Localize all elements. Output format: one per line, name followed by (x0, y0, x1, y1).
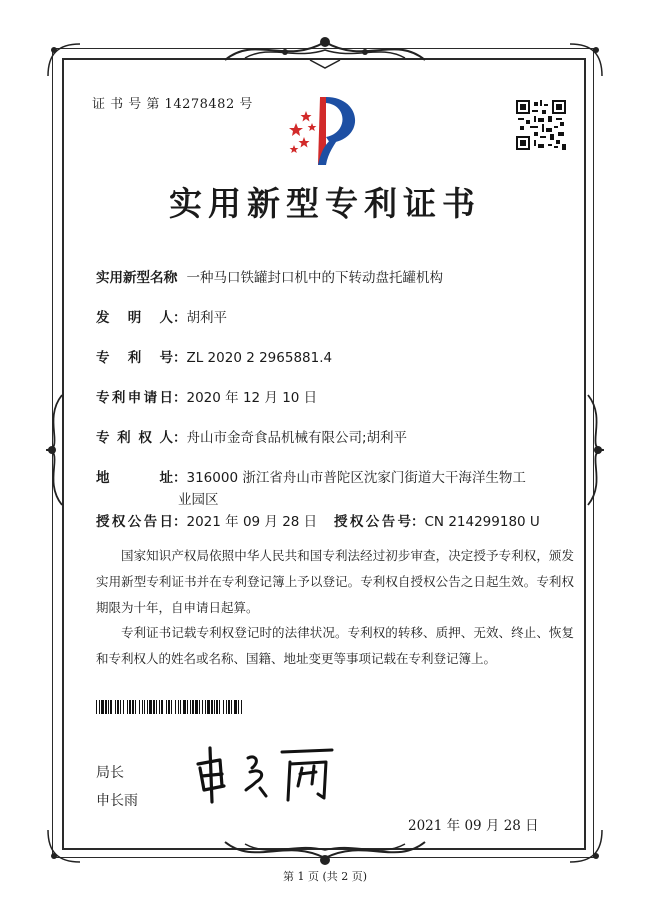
corner-ornament-bottom-right (566, 826, 606, 866)
field-value: ZL 2020 2 2965881.4 (186, 350, 333, 366)
certificate-border-inner (62, 58, 586, 850)
field-label: 发 明 人 (96, 310, 173, 326)
field-grant-date: 授权公告日：2021 年 09 月 28 日 (96, 510, 317, 530)
body-paragraph-2: 专利证书记载专利权登记时的法律状况。专利权的转移、质押、无效、终止、恢复和专利权人的姓名或名称、国籍、地址变更等事项记载在专利登记簿上。 (96, 625, 574, 666)
field-filing-date: 专利申请日：2020 年 12 月 10 日 (96, 386, 317, 406)
field-patent-number: 专 利 号：ZL 2020 2 2965881.4 (96, 346, 332, 366)
page-number: 第 1 页 (共 2 页) (282, 870, 368, 883)
field-address: 地 址：316000 浙江省舟山市普陀区沈家门街道大干海洋生物工 (96, 466, 526, 486)
signatory-name: 申长雨 (96, 793, 138, 809)
field-value: 2020 年 12 月 10 日 (186, 390, 318, 406)
body-paragraph-1: 国家知识产权局依照中华人民共和国专利法经过初步审查，决定授予专利权，颁发实用新型专利证书并在专利登记簿上予以登记。专利权自授权公告之日起生效。专利权期限为十年，自申请日起算。 (96, 548, 574, 615)
corner-ornament-bottom-left (44, 826, 84, 866)
field-label: 地 址 (96, 470, 173, 486)
field-label: 专 利 权 人 (96, 430, 173, 446)
field-label: 专 利 号 (96, 350, 173, 366)
bottom-ornament (215, 836, 435, 872)
field-patent-holder: 专 利 权 人：舟山市金奇食品机械有限公司;胡利平 (96, 426, 407, 446)
field-label: 专利申请日 (96, 390, 173, 406)
field-label: 授权公告号 (334, 514, 411, 530)
certificate-number (92, 93, 253, 112)
signatory-title: 局长 (96, 765, 124, 781)
field-value: 胡利平 (186, 310, 227, 326)
field-inventor: 发 明 人：胡利平 (96, 306, 227, 326)
field-label: 实用新型名称 (96, 270, 177, 286)
right-ornament (582, 390, 610, 510)
corner-ornament-top-left (44, 40, 84, 80)
handwritten-signature (190, 742, 340, 806)
field-utility-model-name: 实用新型名称：一种马口铁罐封口机中的下转动盘托罐机构 (96, 266, 443, 286)
field-value: CN 214299180 U (424, 514, 540, 530)
field-address-line2: 业园区 (178, 492, 219, 508)
barcode-icon (96, 700, 244, 714)
field-value: 一种马口铁罐封口机中的下转动盘托罐机构 (186, 270, 443, 286)
certificate-number-label: 证 书 号 第 (92, 97, 160, 112)
certificate-number-suffix: 号 (239, 97, 253, 112)
field-label: 授权公告日 (96, 514, 173, 530)
left-ornament (40, 390, 68, 510)
field-value: 舟山市金奇食品机械有限公司;胡利平 (186, 430, 408, 446)
qr-code-icon (516, 100, 566, 150)
certificate-number-value: 14278482 (164, 97, 235, 112)
field-value: 2021 年 09 月 28 日 (186, 514, 318, 530)
top-ornament (215, 30, 435, 70)
certificate-title: 实用新型专利证书 (169, 184, 481, 223)
field-value: 316000 浙江省舟山市普陀区沈家门街道大干海洋生物工 (186, 470, 526, 486)
patent-office-emblem-icon (282, 93, 368, 175)
issue-date: 2021 年 09 月 28 日 (408, 818, 539, 834)
corner-ornament-top-right (566, 40, 606, 80)
field-grant-number: 授权公告号：CN 214299180 U (334, 510, 540, 530)
